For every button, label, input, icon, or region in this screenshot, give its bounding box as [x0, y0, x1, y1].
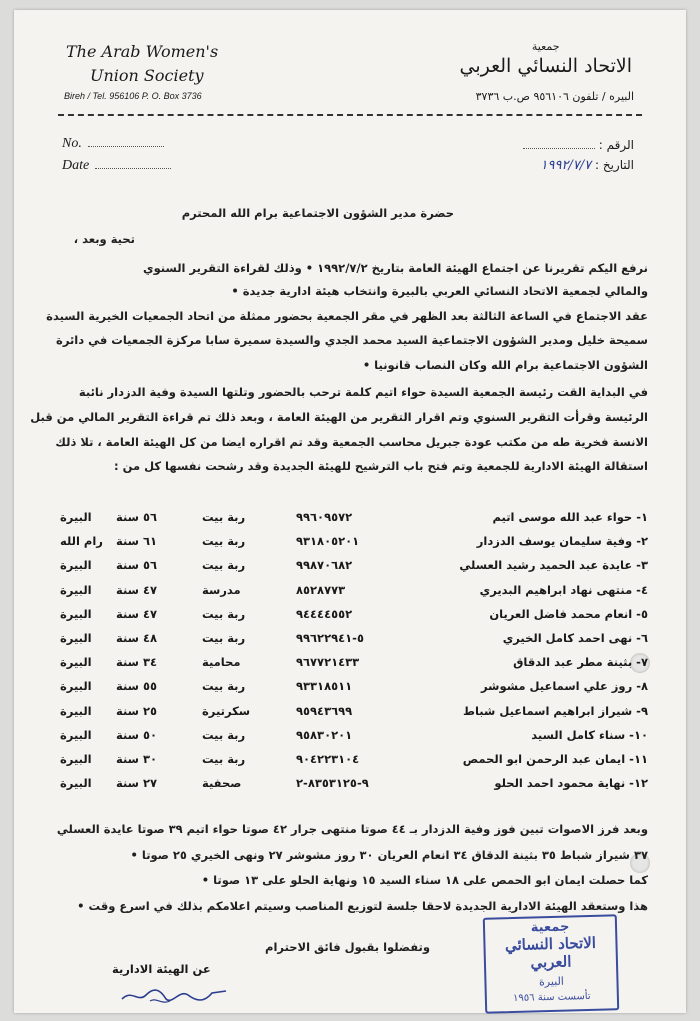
candidate-row — [52, 631, 648, 655]
handwritten-signature — [120, 983, 230, 1007]
candidate-row — [52, 583, 648, 607]
candidate-age: ٢٥ سنة — [116, 703, 158, 718]
candidate-name: ١١- ايمان عبد الرحمن ابو الحمص — [462, 751, 648, 766]
english-name-line2: Union Society — [90, 66, 204, 85]
paragraph-line: نرفع اليكم تقريرنا عن اجتماع الهيئة العامة بتاريخ ١٩٩٢/٧/٢ • وذلك لقراءة التقرير السنوي — [143, 261, 648, 275]
candidate-age: ٥٠ سنة — [116, 727, 158, 742]
candidate-row — [52, 558, 648, 582]
candidate-row — [52, 704, 648, 728]
greeting: تحية وبعد ، — [73, 232, 135, 246]
candidate-phone: ٩٩٨٧٠٦٨٢ — [296, 558, 353, 573]
candidate-age: ٥٥ سنة — [116, 679, 158, 694]
candidate-city: البيرة — [60, 776, 92, 791]
candidate-occupation: ربة بيت — [202, 727, 246, 742]
candidate-city: البيرة — [60, 630, 92, 645]
candidate-city: البيرة — [60, 751, 92, 766]
candidate-phone: ٩٥٨٣٠٢٠١ — [296, 727, 353, 742]
candidate-age: ٣٠ سنة — [116, 751, 158, 766]
paragraph-line: الانسة فخرية طه من مكتب عودة جبريل محاسب الجمعية وقد تم اقراره ايضا من كل الهيئة العامة ، تلا ذلك — [55, 435, 648, 449]
candidate-name: ٨- روز علي اسماعيل مشوشر — [481, 679, 648, 694]
candidate-city: البيرة — [60, 606, 92, 621]
candidate-age: ٥٦ سنة — [116, 510, 158, 524]
letterhead-english-contact: Bireh / Tel. 956106 P. O. Box 3736 — [64, 91, 202, 101]
results-line: كما حصلت ايمان ابو الحمص على ١٨ سناء السيد ١٥ ونهاية الحلو على ١٣ صوتا • — [201, 873, 648, 887]
association-stamp — [483, 914, 619, 1013]
candidate-occupation: ربة بيت — [202, 558, 246, 573]
letterhead-english-name — [66, 40, 218, 88]
candidate-phone: ٩-٨٣٥٣١٢٥-٢ — [296, 776, 369, 791]
date-label: Date — [62, 158, 90, 173]
candidate-occupation: ربة بيت — [202, 679, 246, 694]
candidate-phone: ٩٩٦٠٩٥٧٢ — [296, 510, 353, 524]
candidate-occupation: ربة بيت — [202, 510, 246, 524]
candidate-name: ٣- عايدة عبد الحميد رشيد العسلي — [459, 558, 648, 573]
candidate-age: ٦١ سنة — [116, 534, 158, 549]
arabic-number-field — [523, 138, 634, 152]
candidate-name: ١٠- سناء كامل السيد — [531, 727, 648, 742]
candidate-occupation: ربة بيت — [202, 534, 246, 549]
addressee: حضرة مدير الشؤون الاجتماعية برام الله المحترم — [181, 206, 454, 220]
closing-regards: وتفضلوا بقبول فائق الاحترام — [265, 940, 430, 954]
candidate-phone: ٩٤٤٤٤٥٥٢ — [296, 606, 353, 621]
candidate-age: ٥٦ سنة — [116, 558, 158, 573]
handwritten-date: ١٩٩٢/٧/٧ — [540, 158, 592, 173]
paragraph-line: في البداية القت رئيسة الجمعية السيدة حواء اتيم كلمة ترحب بالحضور وتلتها السيدة وفية الدزدار نائبة — [78, 385, 648, 399]
candidate-name: ٢- وفية سليمان يوسف الدزدار — [476, 534, 648, 549]
candidate-name: ٦- نهى احمد كامل الخيري — [502, 630, 648, 645]
candidate-phone: ٥-٩٩٦٢٢٩٤١ — [296, 630, 364, 645]
candidate-phone: ٩٣١٨٠٥٢٠١ — [296, 534, 360, 549]
candidate-name: ٥- انعام محمد فاضل العريان — [489, 606, 648, 621]
candidate-city: البيرة — [60, 703, 92, 718]
arabic-union-name: الاتحاد النسائي العربي — [459, 55, 632, 77]
paragraph-line: عقد الاجتماع في الساعة الثالثة بعد الظهر في مقر الجمعية بحضور ممثلة من اتحاد الجمعيات الخيرية السيدة — [46, 309, 648, 323]
letterhead-arabic-contact: البيره / تلفون ٩٥٦١٠٦ ص.ب ٣٧٣٦ — [475, 90, 634, 103]
arabic-association-word: جمعية — [531, 40, 560, 53]
paragraph-line: والمالي لجمعية الاتحاد النسائي العربي بالبيرة وانتخاب هيئة ادارية جديدة • — [231, 284, 648, 298]
candidate-occupation: مدرسة — [202, 582, 241, 597]
candidate-row — [52, 776, 648, 800]
candidate-age: ٤٧ سنة — [116, 582, 158, 597]
candidate-city: البيرة — [60, 558, 92, 573]
candidate-name: ١٢- نهاية محمود احمد الحلو — [494, 776, 648, 791]
candidate-city: رام الله — [60, 534, 103, 549]
candidate-city: البيرة — [60, 510, 92, 524]
candidate-city: البيرة — [60, 582, 92, 597]
candidate-city: البيرة — [60, 727, 92, 742]
letterhead-divider — [58, 114, 642, 116]
candidate-occupation: سكرتيرة — [202, 703, 251, 718]
paragraph-line: سميحة خليل ومدير الشؤون الاجتماعية السيد محمد الجدي والسيدة سميرة سابا مركزة الجمعيات في دائرة — [56, 333, 648, 347]
candidate-age: ٤٧ سنة — [116, 606, 158, 621]
candidate-row — [52, 655, 648, 679]
candidate-occupation: ربة بيت — [202, 606, 246, 621]
arabic-number-label: الرقم : — [598, 138, 634, 152]
candidate-occupation: ربة بيت — [202, 630, 246, 645]
candidate-name: ٤- منتهى نهاد ابراهيم البديري — [479, 582, 648, 597]
candidate-name: ٩- شيراز ابراهيم اسماعيل شباط — [463, 703, 648, 718]
candidate-phone: ٨٥٢٨٧٧٣ — [296, 582, 346, 597]
candidate-row — [52, 752, 648, 776]
arabic-date-label: التاريخ : — [594, 158, 634, 172]
candidate-phone: ٩٠٤٢٢٣١٠٤ — [296, 751, 360, 766]
candidate-phone: ٩٣٣١٨٥١١ — [296, 679, 353, 694]
candidate-age: ٤٨ سنة — [116, 630, 158, 645]
candidate-phone: ٩٦٧٧٢١٤٣٣ — [296, 655, 360, 670]
candidate-age: ٢٧ سنة — [116, 776, 158, 791]
english-name-line1: The Arab Women's — [66, 42, 219, 61]
number-label: No. — [62, 136, 82, 151]
candidate-city: البيرة — [60, 679, 92, 694]
candidate-row — [52, 510, 648, 534]
stamp-line: البيرة — [538, 974, 565, 989]
arabic-date-field — [541, 158, 635, 173]
candidate-occupation: ربة بيت — [202, 751, 246, 766]
english-number-field — [62, 136, 164, 152]
results-line: وبعد فرز الاصوات تبين فوز وفية الدزدار بـ ٤٤ صوتا منتهى جرار ٤٢ صوتا حواء اتيم ٣٩ صوتا عايدة العسلي — [56, 822, 648, 836]
candidate-row — [52, 607, 648, 631]
letterhead-arabic-name — [459, 40, 632, 77]
candidate-age: ٣٤ سنة — [116, 655, 158, 670]
stamp-line: تأسست سنة ١٩٥٦ — [512, 990, 591, 1005]
stamp-line: الاتحاد النسائي العربي — [504, 933, 597, 972]
candidate-row — [52, 728, 648, 752]
paragraph-line: استقالة الهيئة الادارية للجمعية وتم فتح باب الترشيح للهيئة الجديدة وقد رشحت نفسها كل من : — [114, 459, 648, 473]
candidate-name: ٧- بثينة مطر عبد الدقاق — [513, 655, 648, 670]
results-line: هذا وستعقد الهيئة الادارية الجديدة لاحقا جلسة لتوزيع المناصب وسيتم اعلامكم بذلك في اسرع وقت • — [77, 899, 648, 913]
stamp-line: جمعية — [530, 919, 570, 936]
results-line: ٣٧ شيراز شباط ٣٥ بثينة الدقاق ٣٤ انعام العريان ٣٠ روز مشوشر ٢٧ ونهى الخيري ٢٥ صوتا • — [130, 848, 648, 862]
candidate-row — [52, 679, 648, 703]
candidate-phone: ٩٥٩٤٣٦٩٩ — [296, 703, 353, 718]
candidate-occupation: محامية — [202, 655, 241, 670]
signer-title: عن الهيئة الادارية — [112, 962, 211, 976]
paragraph-line: الرئيسة وقرأت التقرير السنوي وتم اقرار التقرير من الهيئة العامة ، وبعد ذلك تم قراءة التقرير المالي من قبل — [30, 410, 648, 424]
paragraph-line: الشؤون الاجتماعية برام الله وكان النصاب قانونيا • — [362, 358, 648, 372]
candidate-city: البيرة — [60, 655, 92, 670]
candidate-occupation: صحفية — [202, 776, 242, 791]
english-date-field — [62, 158, 171, 174]
candidates-table — [52, 510, 648, 800]
candidate-row — [52, 534, 648, 558]
candidate-name: ١- حواء عبد الله موسى اتيم — [492, 510, 648, 524]
